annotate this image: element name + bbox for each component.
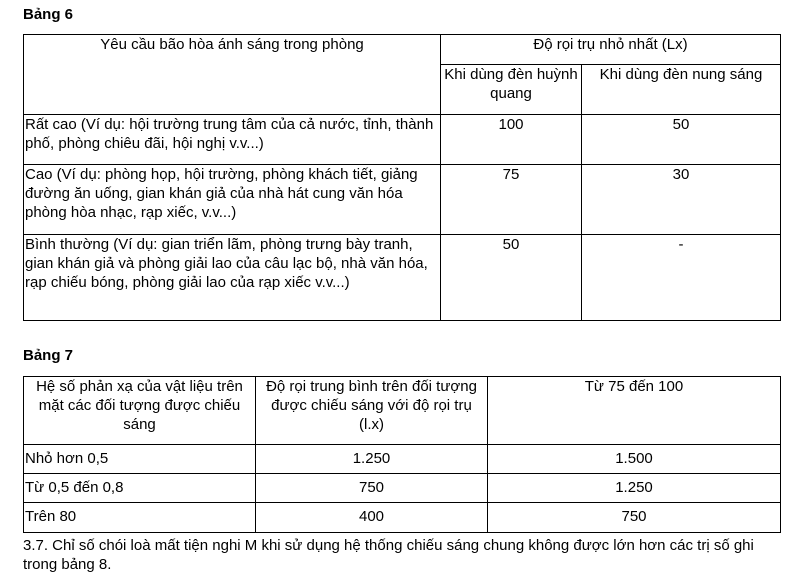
table7-header-average: Độ rọi trung bình trên đối tượng được chiếu sáng với độ rọi trụ (l.x) (256, 377, 488, 445)
table-row (24, 445, 781, 474)
table6-header-illuminance: Độ rọi trụ nhỏ nhất (Lx) (441, 35, 781, 65)
table6 (23, 34, 781, 321)
table7-average-cell: 1.250 (256, 445, 488, 474)
table6-requirement-cell: Rất cao (Ví dụ: hội trường trung tâm của cả nước, tỉnh, thành phố, phòng chiêu đãi, hội nghị v.v...) (24, 115, 441, 165)
table6-incandescent-cell: 50 (582, 115, 781, 165)
table6-header-fluorescent: Khi dùng đèn huỳnh quang (441, 65, 582, 115)
table-row (24, 235, 781, 321)
table-row (24, 503, 781, 533)
table7-header-range: Từ 75 đến 100 (488, 377, 781, 445)
table7-range-cell: 750 (488, 503, 781, 533)
table6-requirement-cell: Bình thường (Ví dụ: gian triển lãm, phòng trưng bày tranh, gian khán giả và phòng giải lao của câu lạc bộ, nhà văn hóa, rạp chiếu bóng, phòng giải lao của rạp xiếc v.v...) (24, 235, 441, 321)
table7-header-reflection: Hệ số phản xạ của vật liệu trên mặt các đối tượng được chiếu sáng (24, 377, 256, 445)
table7-range-cell: 1.250 (488, 474, 781, 503)
table6-fluorescent-cell: 50 (441, 235, 582, 321)
table7-reflection-cell: Nhỏ hơn 0,5 (24, 445, 256, 474)
table6-header-incandescent: Khi dùng đèn nung sáng (582, 65, 781, 115)
table-row (24, 115, 781, 165)
table6-requirement-cell: Cao (Ví dụ: phòng họp, hội trường, phòng khách tiết, giảng đường ăn uống, gian khán giả của nhà hát cung văn hóa phòng hòa nhạc, rạp xiếc, v.v...) (24, 165, 441, 235)
table6-heading: Bảng 6 (23, 6, 74, 23)
table6-incandescent-cell: 30 (582, 165, 781, 235)
table7-average-cell: 400 (256, 503, 488, 533)
table7-average-cell: 750 (256, 474, 488, 503)
table7-reflection-cell: Trên 80 (24, 503, 256, 533)
table6-header-requirement: Yêu cầu bão hòa ánh sáng trong phòng (24, 35, 441, 115)
section-note: 3.7. Chỉ số chói loà mất tiện nghi M khi sử dụng hệ thống chiếu sáng chung không được lớn hơn các trị số ghi trong bảng 8. (23, 537, 754, 573)
table-row (24, 165, 781, 235)
table6-fluorescent-cell: 100 (441, 115, 582, 165)
table7 (23, 376, 781, 533)
table7-reflection-cell: Từ 0,5 đến 0,8 (24, 474, 256, 503)
table6-fluorescent-cell: 75 (441, 165, 582, 235)
table6-incandescent-cell: - (582, 235, 781, 321)
table7-range-cell: 1.500 (488, 445, 781, 474)
table-row (24, 474, 781, 503)
table7-heading: Bảng 7 (23, 347, 74, 364)
